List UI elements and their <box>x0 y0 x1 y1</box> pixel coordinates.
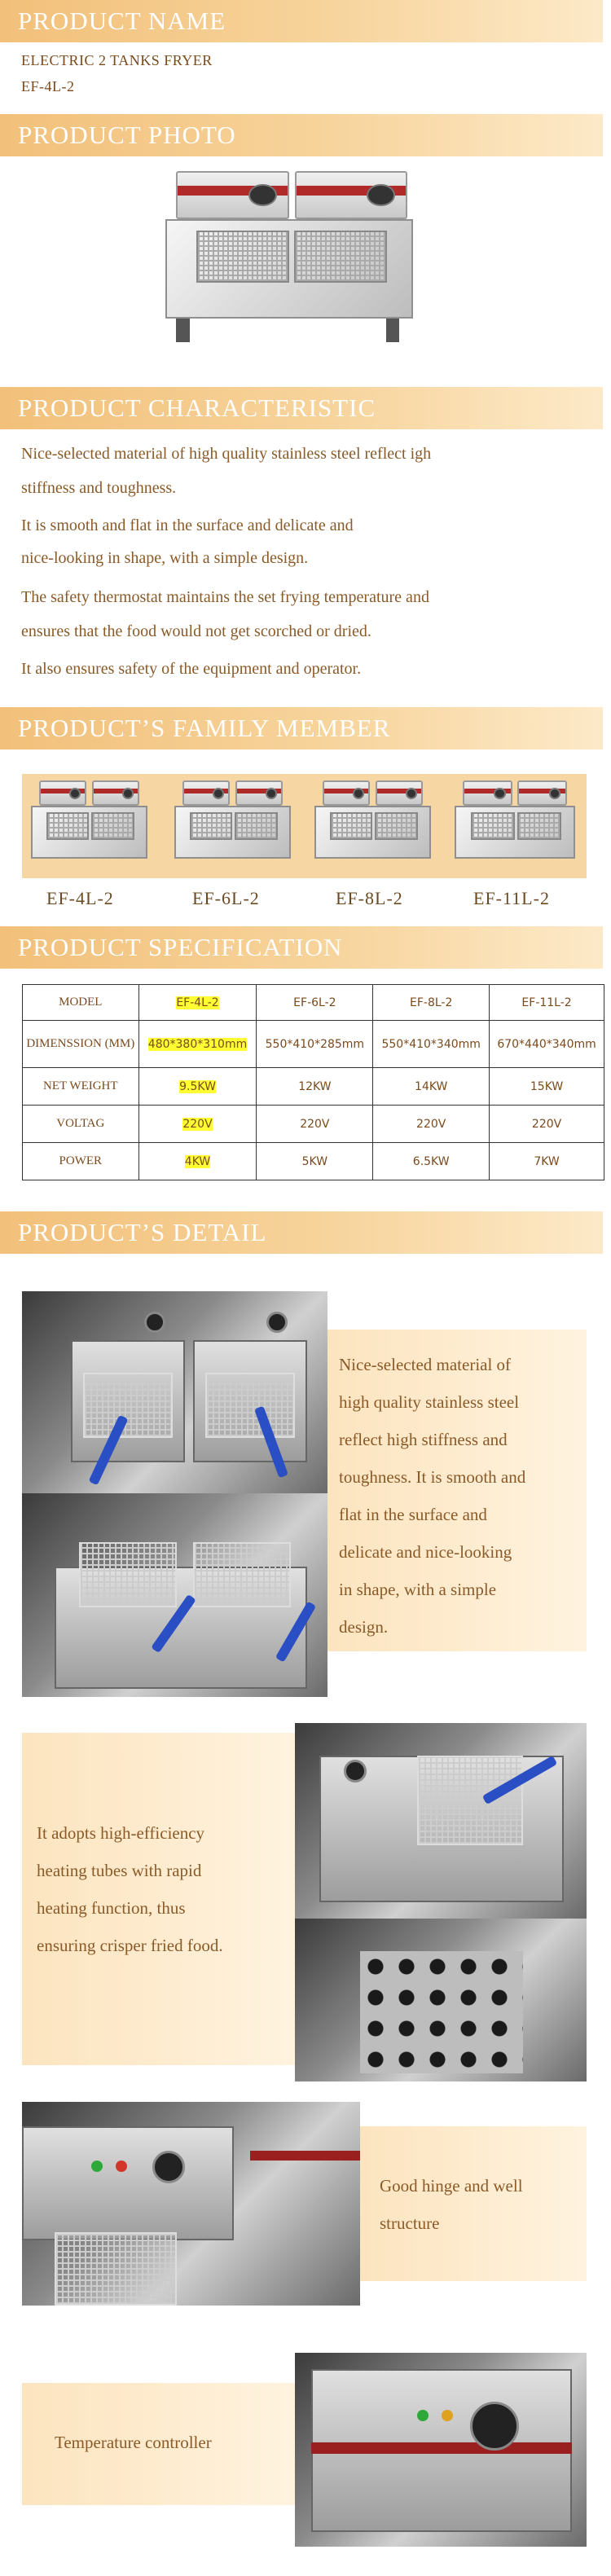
detail-text-box <box>360 2126 587 2281</box>
detail-line: It adopts high-efficiency <box>37 1823 205 1843</box>
spec-value: 5KW <box>257 1143 373 1180</box>
detail-line: ensuring crisper fried food. <box>37 1936 223 1955</box>
family-model-label: EF-6L-2 <box>192 888 260 908</box>
section-header-family <box>0 707 603 750</box>
product-photo <box>155 171 424 342</box>
spec-label: VOLTAG <box>23 1106 139 1143</box>
detail-line: Temperature controller <box>55 2433 212 2452</box>
spec-label: MODEL <box>23 985 139 1021</box>
spec-label: NET WEIGHT <box>23 1068 139 1106</box>
characteristic-line: It also ensures safety of the equipment and operator. <box>21 660 362 678</box>
detail-line: structure <box>380 2213 440 2233</box>
spec-value: 14KW <box>373 1068 490 1106</box>
characteristic-line: nice-looking in shape, with a simple design. <box>21 549 309 567</box>
control-panel-right <box>295 171 408 219</box>
detail-line: Good hinge and well <box>380 2176 523 2196</box>
detail-line: reflect high stiffness and <box>339 1430 508 1449</box>
spec-row-voltage <box>23 1106 604 1143</box>
characteristic-line: ensures that the food would not get scorched or dried. <box>21 622 371 640</box>
spec-value: 12KW <box>257 1068 373 1106</box>
detail-line: design. <box>339 1617 389 1637</box>
spec-value: EF-6L-2 <box>257 985 373 1021</box>
family-fryer-photo <box>310 780 436 872</box>
section-header-detail <box>0 1211 603 1254</box>
section-header-characteristic <box>0 387 603 429</box>
spec-value: 7KW <box>490 1143 604 1180</box>
detail-photo-hinge <box>22 2102 360 2306</box>
spec-value: 220V <box>490 1106 604 1143</box>
detail-line: toughness. It is smooth and <box>339 1467 526 1487</box>
family-fryer-photo <box>450 780 580 872</box>
detail-line: high quality stainless steel <box>339 1392 520 1412</box>
spec-row-net-weight <box>23 1068 604 1106</box>
spec-label: DIMENSSION (MM) <box>23 1021 139 1068</box>
product-model: EF-4L-2 <box>21 78 75 95</box>
detail-text-box <box>327 1330 587 1651</box>
section-title: PRODUCT NAME <box>18 7 226 35</box>
section-title: PRODUCT CHARACTERISTIC <box>18 393 376 422</box>
section-title: PRODUCT PHOTO <box>18 121 236 149</box>
detail-line: heating tubes with rapid <box>37 1861 202 1880</box>
section-title: PRODUCT’S FAMILY MEMBER <box>18 714 391 742</box>
spec-row-model <box>23 985 604 1021</box>
spec-value: EF-11L-2 <box>490 985 604 1021</box>
spec-value-highlighted: 220V <box>182 1117 213 1131</box>
characteristic-line: Nice-selected material of high quality stainless steel reflect igh <box>21 445 432 463</box>
family-model-label: EF-4L-2 <box>46 888 114 908</box>
detail-photo-heating-plate <box>295 1919 587 2081</box>
control-panel-left <box>176 171 289 219</box>
section-header-product-photo <box>0 114 603 156</box>
detail-photo-basket <box>295 1723 587 1919</box>
family-fryer-photo <box>169 780 296 872</box>
family-fryer-photo <box>26 780 152 872</box>
family-model-label: EF-11L-2 <box>473 888 550 908</box>
detail-line: heating function, thus <box>37 1898 186 1918</box>
spec-label: POWER <box>23 1143 139 1180</box>
spec-value-highlighted: EF-4L-2 <box>176 996 219 1009</box>
spec-value: 15KW <box>490 1068 604 1106</box>
spec-value: 220V <box>373 1106 490 1143</box>
tank-body <box>165 219 413 319</box>
section-title: PRODUCT’S DETAIL <box>18 1218 267 1246</box>
detail-text-box <box>22 1733 297 2065</box>
spec-value: 550*410*340mm <box>373 1021 490 1068</box>
characteristic-line: stiffness and toughness. <box>21 479 177 497</box>
product-name: ELECTRIC 2 TANKS FRYER <box>21 52 213 68</box>
spec-row-power <box>23 1143 604 1180</box>
spec-table <box>22 984 604 1180</box>
spec-row-dimension <box>23 1021 604 1068</box>
detail-line: delicate and nice-looking <box>339 1542 512 1562</box>
spec-value: 6.5KW <box>373 1143 490 1180</box>
spec-value: 550*410*285mm <box>257 1021 373 1068</box>
detail-line: Nice-selected material of <box>339 1355 512 1374</box>
characteristic-line: The safety thermostat maintains the set frying temperature and <box>21 588 429 606</box>
family-model-label: EF-8L-2 <box>336 888 403 908</box>
detail-line: in shape, with a simple <box>339 1580 497 1599</box>
spec-value-highlighted: 4KW <box>184 1154 211 1168</box>
section-header-specification <box>0 926 603 969</box>
spec-value: EF-8L-2 <box>373 985 490 1021</box>
detail-photo-fryer-front <box>22 1493 327 1697</box>
characteristic-line: It is smooth and flat in the surface and delicate and <box>21 517 354 534</box>
spec-value-highlighted: 9.5KW <box>179 1079 216 1093</box>
spec-value-highlighted: 480*380*310mm <box>147 1037 248 1051</box>
detail-photo-fryer-top <box>22 1291 327 1493</box>
detail-photo-temperature-controller <box>295 2353 587 2547</box>
spec-value: 220V <box>257 1106 373 1143</box>
detail-line: flat in the surface and <box>339 1505 487 1524</box>
section-header-product-name <box>0 0 603 42</box>
spec-value: 670*440*340mm <box>490 1021 604 1068</box>
detail-text-box <box>22 2383 297 2505</box>
section-title: PRODUCT SPECIFICATION <box>18 933 343 961</box>
